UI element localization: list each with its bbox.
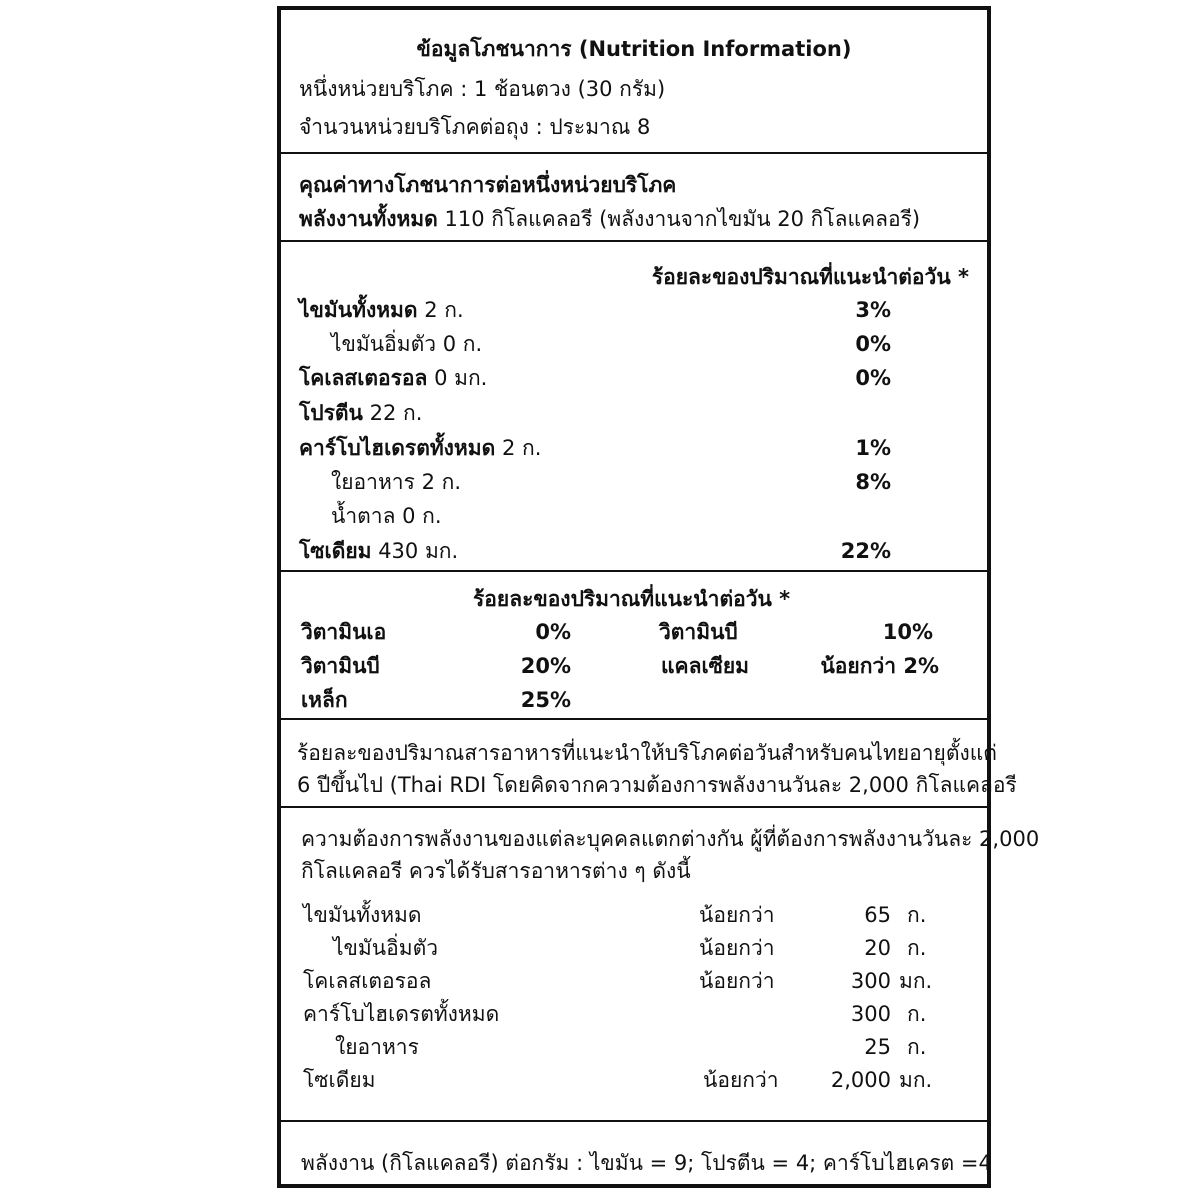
vitamin-name: วิตามินเอ — [301, 620, 387, 644]
requirement-unit: ก. — [907, 1002, 927, 1026]
nutrient-pct: 3% — [855, 298, 891, 322]
energy-section — [281, 154, 987, 242]
nutrient-amount: 2 ก. — [421, 470, 462, 494]
nutrient-pct: 8% — [855, 470, 891, 494]
nutrient-row-sodium — [299, 538, 458, 564]
requirement-name: ใยอาหาร — [335, 1035, 419, 1059]
header-section — [281, 10, 987, 154]
nutrient-row-total-fat — [299, 297, 464, 323]
nutrient-name: ไขมันทั้งหมด — [299, 298, 418, 322]
requirement-name: คาร์โบไฮเดรตทั้งหมด — [303, 1002, 500, 1026]
energy-line — [299, 206, 920, 232]
rdi-note-line-1: ร้อยละของปริมาณสารอาหารที่แนะนำให้บริโภคต่อวันสำหรับคนไทยอายุตั้งแต่ — [297, 741, 997, 765]
vitamin-pct: 20% — [520, 654, 571, 678]
requirement-name: ไขมันอิ่มตัว — [333, 936, 438, 960]
vitamins-percent-header: ร้อยละของปริมาณที่แนะนำต่อวัน * — [473, 587, 791, 611]
nutrient-name: ใยอาหาร — [331, 470, 415, 494]
requirement-value: 300 — [850, 1002, 891, 1026]
nutrient-amount: 2 ก. — [424, 298, 464, 322]
nutrients-percent-header: ร้อยละของปริมาณที่แนะนำต่อวัน * — [651, 265, 969, 289]
nutrient-amount: 2 ก. — [501, 436, 542, 460]
vitamin-name: วิตามินบี — [659, 620, 738, 644]
vitamins-section — [281, 572, 987, 720]
vitamin-name: แคลเซียม — [661, 654, 750, 678]
nutrient-amount: 0 มก. — [434, 366, 488, 390]
nutrient-row-dietary-fiber — [331, 469, 461, 495]
vitamin-name: เหล็ก — [301, 688, 348, 712]
nutrient-amount: 430 มก. — [378, 539, 459, 563]
requirement-name: ไขมันทั้งหมด — [303, 903, 422, 927]
requirement-qualifier: น้อยกว่า — [699, 936, 775, 960]
nutrient-name: คาร์โบไฮเดรตทั้งหมด — [299, 436, 496, 460]
requirement-unit: มก. — [899, 969, 933, 993]
requirement-unit: ก. — [907, 1035, 927, 1059]
nutrient-pct: 1% — [855, 436, 891, 460]
energy-heading: คุณค่าทางโภชนาการต่อหนึ่งหน่วยบริโภค — [299, 173, 677, 197]
requirement-unit: มก. — [899, 1068, 933, 1092]
nutrients-section — [281, 242, 987, 572]
nutrition-label — [277, 6, 1040, 1188]
vitamin-pct: น้อยกว่า 2% — [820, 654, 939, 678]
nutrient-pct: 0% — [855, 332, 891, 356]
nutrient-amount: 22 ก. — [369, 401, 423, 425]
nutrient-name: น้ำตาล — [331, 504, 396, 528]
nutrient-name: โซเดียม — [299, 539, 372, 563]
requirement-name: โซเดียม — [303, 1068, 376, 1092]
nutrient-name: ไขมันอิ่มตัว — [331, 332, 436, 356]
energy-label: พลังงานทั้งหมด — [299, 207, 438, 231]
nutrient-amount: 0 ก. — [442, 332, 483, 356]
nutrient-row-protein — [299, 400, 422, 426]
serving-size: หนึ่งหน่วยบริโภค : 1 ช้อนตวง (30 กรัม) — [299, 77, 666, 101]
vitamin-pct: 25% — [520, 688, 571, 712]
vitamin-name: วิตามินบี — [301, 654, 380, 678]
rdi-note-section — [281, 720, 1017, 808]
requirement-unit: ก. — [907, 936, 927, 960]
requirement-value: 65 — [864, 903, 891, 927]
nutrient-pct: 0% — [855, 366, 891, 390]
requirement-value: 20 — [864, 936, 891, 960]
label-title: ข้อมูลโภชนาการ (Nutrition Information) — [416, 37, 852, 61]
nutrient-row-total-carbohydrate — [299, 435, 541, 461]
nutrient-row-saturated-fat — [331, 331, 482, 357]
requirement-name: โคเลสเตอรอล — [303, 969, 432, 993]
rdi-note-line-2: 6 ปีขึ้นไป (Thai RDI โดยคิดจากความต้องการพลังงานวันละ 2,000 กิโลแคลอรี — [297, 773, 1017, 797]
requirement-qualifier: น้อยกว่า — [699, 903, 775, 927]
requirements-section — [281, 808, 1040, 1122]
nutrient-pct: 22% — [840, 539, 891, 563]
energy-conversion-note: พลังงาน (กิโลแคลอรี) ต่อกรัม : ไขมัน = 9; โปรตีน = 4; คาร์โบไฮเครต =4 — [301, 1151, 992, 1175]
energy-value: 110 กิโลแคลอรี (พลังงานจากไขมัน 20 กิโลแคลอรี) — [444, 207, 921, 231]
nutrient-name: โปรตีน — [299, 401, 363, 425]
requirement-unit: ก. — [907, 903, 927, 927]
requirements-line-1: ความต้องการพลังงานของแต่ละบุคคลแตกต่างกัน ผู้ที่ต้องการพลังงานวันละ 2,000 — [301, 827, 1040, 851]
requirements-line-2: กิโลแคลอรี ควรได้รับสารอาหารต่าง ๆ ดังนี้ — [301, 859, 691, 883]
nutrient-amount: 0 ก. — [402, 504, 442, 528]
nutrient-name: โคเลสเตอรอล — [299, 366, 428, 390]
requirement-value: 300 — [850, 969, 891, 993]
requirement-qualifier: น้อยกว่า — [699, 969, 775, 993]
requirement-value: 25 — [864, 1035, 891, 1059]
vitamin-pct: 10% — [882, 620, 933, 644]
footer-section — [281, 1122, 992, 1188]
servings-per-pack: จำนวนหน่วยบริโภคต่อถุง : ประมาณ 8 — [299, 115, 651, 139]
nutrient-row-sugar — [331, 503, 442, 529]
requirement-qualifier: น้อยกว่า — [703, 1068, 779, 1092]
nutrient-row-cholesterol — [299, 365, 487, 391]
vitamin-pct: 0% — [535, 620, 571, 644]
requirement-value: 2,000 — [830, 1068, 891, 1092]
